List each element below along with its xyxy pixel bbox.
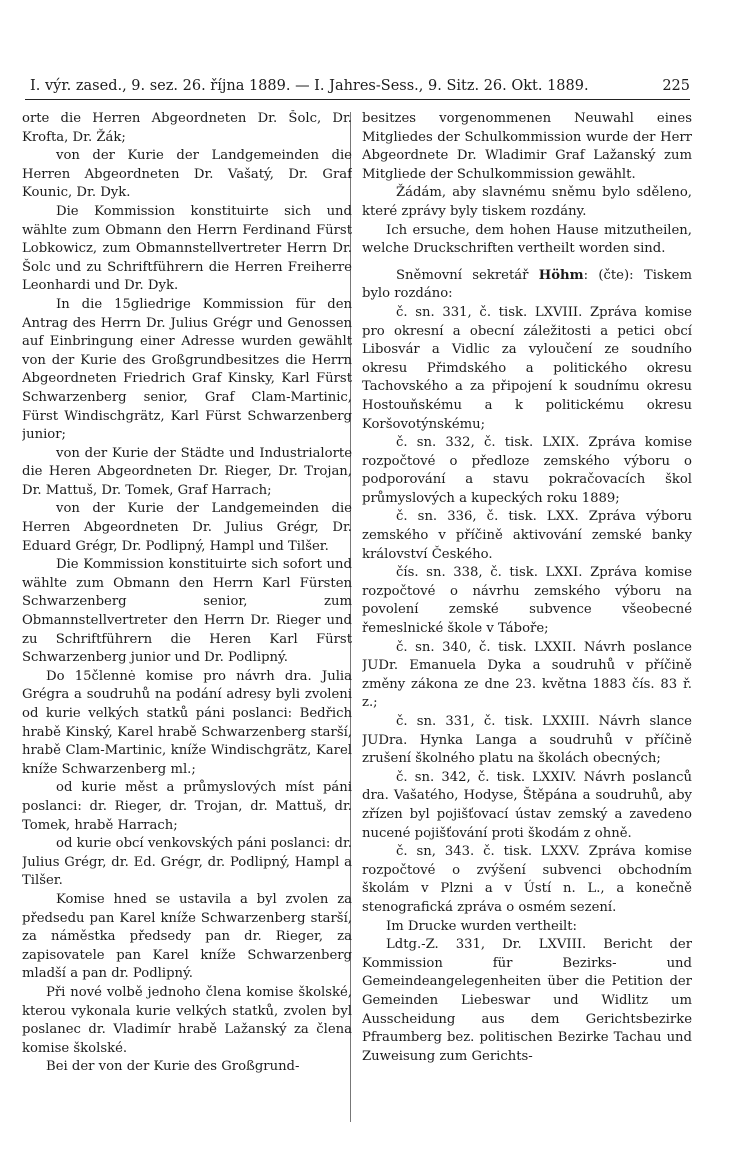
page-number: 225	[662, 78, 690, 94]
list-item: č. sn. 331, č. tisk. LXVIII. Zpráva komise pro okresní a obecní záležitosti a petici obcí Libosvár a Vidlic za vyloučení ze soudního okresu Přimdského a politického okresu Tachovského a za připojení k soudnímu okresu Hostouňskému a k politickému okresu Koršovotýnskému;	[362, 304, 692, 432]
paragraph: von der Kurie der Landgemeinden die Herren Abgeordneten Dr. Vašatý, Dr. Graf Kounic, Dr. Dyk.	[22, 148, 352, 201]
paragraph: Die Kommission konstituirte sich sofort und wählte zum Obmann den Herrn Karl Fürsten Schwarzenberg senior, zum Obmannstellvertreter den Herrn Dr. Rieger und zu Schriftführern die Heren Karl Fürst Schwarzenberg junior und Dr. Podlipný.	[22, 557, 352, 666]
paragraph: Žádám, aby slavnému sněmu bylo sděleno, které zprávy byly tiskem rozdány.	[362, 185, 692, 219]
paragraph: od kurie měst a průmyslových míst páni poslanci: dr. Rieger, dr. Trojan, dr. Mattuš, dr. Tomek, hrabě Harrach;	[22, 780, 352, 833]
paragraph: Ich ersuche, dem hohen Hause mitzutheilen, welche Druckschriften vertheilt worden sind.	[362, 222, 692, 257]
secretary-paragraph	[362, 267, 692, 304]
right-column	[362, 110, 692, 1140]
speaker-intro: Sněmovní sekretář	[396, 267, 539, 283]
paragraph: od kurie obcí venkovských páni poslanci: dr. Julius Grégr, dr. Ed. Grégr, dr. Podlipný, Hampl a Tilšer.	[22, 836, 352, 889]
paragraph: Do 15člennė komise pro návrh dra. Julia Grégra a soudruhů na podání adresy byli zvoleni od kurie velkých statků páni poslanci: Bedřich hrabě Kinský, Karel hrabě Schwarzenberg starší, hrabě Clam-Martinic, kníže Windischgrätz, Karel kníže Schwarzenberg ml.;	[22, 668, 352, 777]
list-item: č. sn. 331, č. tisk. LXXIII. Návrh slance JUDra. Hynka Langa a soudruhů v příčině zrušení školného platu na školách obecných;	[362, 714, 692, 767]
paragraph: Ldtg.-Z. 331, Dr. LXVIII. Bericht der Kommission für Bezirks- und Gemeindeangelegenheiten über die Petition der Gemeinden Liebeswar und Widlitz um Ausscheidung aus dem Gerichtsbezirke Pfraumberg bez. politischen Bezirke Tachau und Zuweisung zum Gerichts-	[362, 937, 692, 1064]
left-column	[22, 110, 352, 1140]
paragraph: Bei der von der Kurie des Großgrund-	[46, 1059, 300, 1075]
paragraph: besitzes vorgenommenen Neuwahl eines Mitgliedes der Schulkommission wurde der Herr Abgeordnete Dr. Wladimir Graf Lažanský zum Mitgliede der Schulkommission gewählt.	[362, 111, 692, 182]
paragraph: Im Drucke wurden vertheilt:	[386, 918, 577, 934]
running-head: I. výr. zased., 9. sez. 26. října 1889. — I. Jahres-Sess., 9. Sitz. 26. Okt. 1889.	[30, 78, 589, 94]
list-item: č. sn. 332, č. tisk. LXIX. Zpráva komise rozpočtové o předloze zemského výboru o podporování a stavu pokračovacích škol průmyslových a kupeckých roku 1889;	[362, 435, 692, 506]
list-item: č. sn. 342, č. tisk. LXXIV. Návrh poslanců dra. Vašatého, Hodyse, Štěpána a soudruhů, aby zřízen byl pojišťovací ústav zemský a zavedeno nucené pojišťování proti škodám z ohně.	[362, 769, 692, 841]
paragraph: In die 15gliedrige Kommission für den Antrag des Herrn Dr. Julius Grégr und Genossen auf Einbringung einer Adresse wurden gewählt von der Kurie des Großgrundbesitzes die Herrn Abgeordneten Friedrich Graf Kinsky, Karl Fürst Schwarzenberg senior, Graf Clam-Martinic, Fürst Windischgrätz, Karl Fürst Schwarzenberg junior;	[22, 296, 352, 443]
list-item: č. sn. 340, č. tisk. LXXII. Návrh poslance JUDr. Emanuela Dyka a soudruhů v příčině změny zákona ze dne 23. května 1883 čís. 83 ř. z.;	[362, 639, 692, 711]
paragraph: orte die Herren Abgeordneten Dr. Šolc, Dr. Krofta, Dr. Žák;	[22, 111, 352, 145]
paragraph: Komise hned se ustavila a byl zvolen za předsedu pan Karel kníže Schwarzenberg starší, za náměstka předsedy pan dr. Rieger, za zapisovatele pan Karel kníže Schwarzenberg mladší a pan dr. Podlipný.	[22, 891, 352, 982]
speaker-name: Höhm	[538, 267, 584, 283]
paragraph: Die Kommission konstituirte sich und wählte zum Obmann den Herrn Ferdinand Fürst Lobkowicz, zum Obmannstellvertreter Herrn Dr. Šolc und zu Schriftführern die Herren Freiherre Leonhardi und Dr. Dyk.	[22, 203, 352, 294]
list-item: č. sn. 336, č. tisk. LXX. Zpráva výboru zemského v příčině aktivování zemské banky království Českého.	[362, 509, 692, 562]
list-item: č. sn, 343. č. tisk. LXXV. Zpráva komise rozpočtové o zvýšení subvenci obchodním školám v Plzni a v Ústí n. L., a konečně stenografická zpráva o osmém sezení.	[362, 844, 692, 915]
page-header	[30, 75, 690, 97]
paragraph: von der Kurie der Städte und Industrialorte die Heren Abgeordneten Dr. Rieger, Dr. Trojan, Dr. Mattuš, Dr. Tomek, Graf Harrach;	[22, 445, 352, 498]
header-rule	[25, 99, 690, 100]
paragraph: Při nové volbě jednoho člena komise školské, kterou vykonala kurie velkých statků, zvolen byl poslanec dr. Vladimír hrabě Lažanský za člena komise školské.	[22, 984, 352, 1056]
speaker-text: : (čte): Tiskem bylo rozdáno:	[362, 267, 692, 302]
paragraph: von der Kurie der Landgemeinden die Herren Abgeordneten Dr. Julius Grégr, Dr. Eduard Grégr, Dr. Podlipný, Hampl und Tilšer.	[22, 501, 352, 554]
list-item: čís. sn. 338, č. tisk. LXXI. Zpráva komise rozpočtové o návrhu zemského výboru na povolení zemské subvence všeobecné řemeslnické škole v Táboře;	[362, 565, 692, 637]
